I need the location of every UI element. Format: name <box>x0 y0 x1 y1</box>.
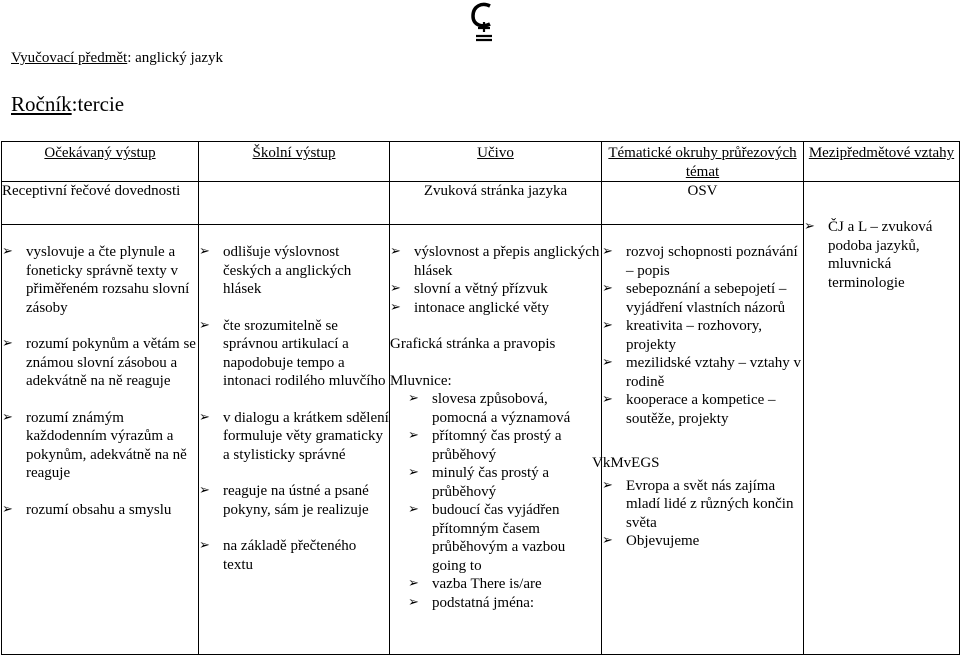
column-header-interdisciplinary: Mezipředmětové vztahy <box>804 142 960 182</box>
grade-line <box>11 92 124 117</box>
expected-output-cell <box>2 225 199 655</box>
list-item: ➢ slovní a větný přízvuk <box>390 280 601 299</box>
grade-label: Ročník <box>11 92 72 116</box>
column-header-cross-topics: Tématické okruhy průřezových témat <box>602 142 804 182</box>
list-item: ➢ budoucí čas vyjádřen přítomným časem průběhovým a vazbou going to <box>408 501 601 575</box>
list-item: ➢ rozumí obsahu a smyslu <box>2 501 198 520</box>
subject-label: Vyučovací předmět <box>11 50 128 66</box>
vkmvegs-heading: VkMvEGS <box>592 455 660 471</box>
grammar-list <box>408 390 601 612</box>
column-header-school-output: Školní výstup <box>199 142 390 182</box>
subheader-receptive-skills: Receptivní řečové dovednosti <box>2 182 199 225</box>
list-item: ➢ odlišuje výslovnost českých a anglických hlásek <box>199 243 389 299</box>
subject-value: : anglický jazyk <box>127 50 224 66</box>
list-item: ➢ slovesa způsobová, pomocná a významová <box>408 390 601 427</box>
list-item: ➢ Objevujeme <box>602 532 803 551</box>
cross-topics-cell <box>592 225 804 655</box>
subject-line <box>11 50 223 67</box>
list-item: ➢ intonace anglické věty <box>390 299 601 318</box>
curriculum-table <box>1 141 960 655</box>
grade-value: :tercie <box>71 92 125 116</box>
list-item: ➢ kooperace a kompetice – soutěže, projekty <box>602 391 803 428</box>
graphic-aspect-heading: Grafická stránka a pravopis <box>390 336 556 352</box>
vkmvegs-list <box>602 477 803 551</box>
list-item: ➢ podstatná jména: <box>408 594 601 613</box>
list-item: ➢ rozvoj schopnosti poznávání – popis <box>602 243 803 280</box>
osv-list <box>602 243 803 428</box>
list-item: ➢ vazba There is/are <box>408 575 601 594</box>
school-logo-icon <box>468 0 496 44</box>
header-row <box>2 142 960 182</box>
list-item: ➢ minulý čas prostý a průběhový <box>408 464 601 501</box>
subheader-row <box>2 182 960 225</box>
list-item: ➢ rozumí pokynům a větám se známou slovní zásobou a adekvátně na ně reaguje <box>2 335 198 391</box>
school-output-cell <box>199 225 390 655</box>
list-item: ➢ sebepoznání a sebepojetí – vyjádření vlastních názorů <box>602 280 803 317</box>
list-item: ➢ na základě přečteného textu <box>199 537 389 574</box>
list-item: ➢ rozumí známým každodenním výrazům a pokynům, adekvátně na ně reaguje <box>2 409 198 483</box>
subheader-osv: OSV <box>602 182 804 225</box>
curriculum-cell <box>390 225 602 655</box>
list-item: ➢ reaguje na ústné a psané pokyny, sám je realizuje <box>199 482 389 519</box>
list-item: ➢ čte srozumitelně se správnou artikulací a napodobuje tempo a intonaci rodilého mluvčího <box>199 317 389 391</box>
interdisciplinary-cell <box>804 182 960 655</box>
column-header-expected-output: Očekávaný výstup <box>2 142 199 182</box>
interdisciplinary-list <box>804 218 959 292</box>
list-item: ➢ ČJ a L – zvuková podoba jazyků, mluvnická terminologie <box>804 218 959 292</box>
subheader-empty <box>199 182 390 225</box>
sound-aspect-list <box>390 243 601 317</box>
list-item: ➢ vyslovuje a čte plynule a foneticky správně texty v přiměřeném rozsahu slovní zásoby <box>2 243 198 317</box>
expected-output-list <box>2 243 198 519</box>
list-item: ➢ mezilidské vztahy – vztahy v rodině <box>602 354 803 391</box>
grammar-heading: Mluvnice: <box>390 372 452 389</box>
column-header-curriculum: Učivo <box>390 142 602 182</box>
subheader-sound-aspect: Zvuková stránka jazyka <box>390 182 602 225</box>
list-item: ➢ přítomný čas prostý a průběhový <box>408 427 601 464</box>
list-item: ➢ kreativita – rozhovory, projekty <box>602 317 803 354</box>
list-item: ➢ v dialogu a krátkem sdělení formuluje věty gramaticky a stylisticky správné <box>199 409 389 465</box>
list-item: ➢ výslovnost a přepis anglických hlásek <box>390 243 601 280</box>
school-output-list <box>199 243 389 574</box>
list-item: ➢ Evropa a svět nás zajíma mladí lidé z různých končin světa <box>602 477 803 533</box>
